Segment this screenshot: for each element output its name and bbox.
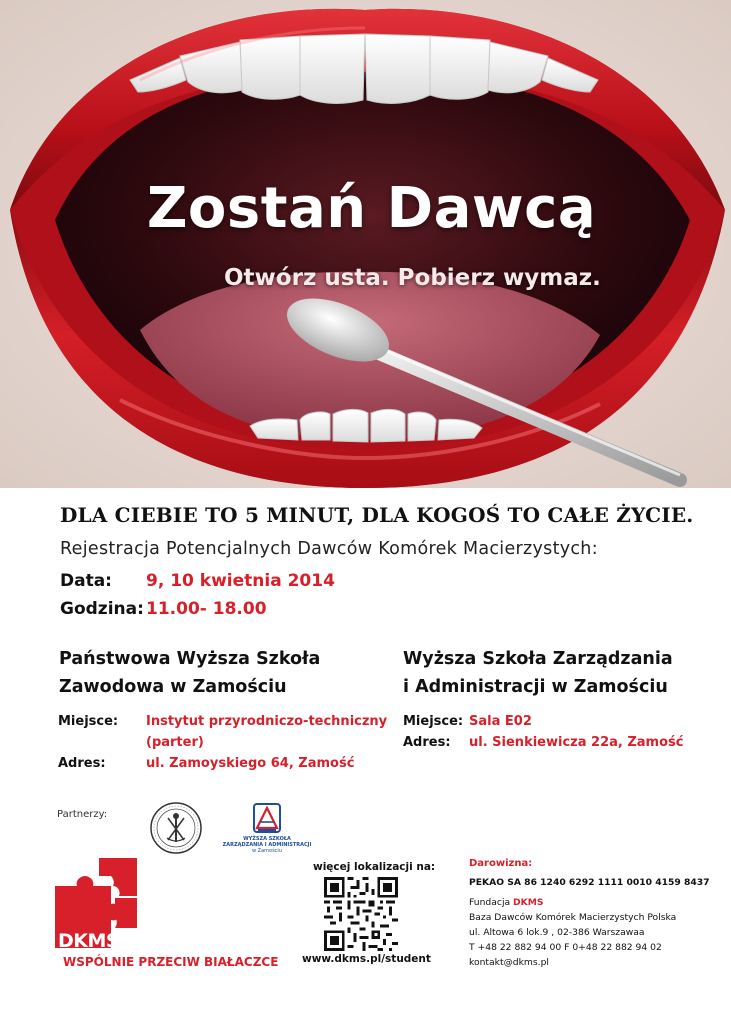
qr-caption-url[interactable]: www.dkms.pl/student bbox=[302, 953, 431, 965]
school-right-address-value: ul. Sienkiewicza 22a, Zamość bbox=[469, 735, 684, 750]
foundation-line bbox=[469, 897, 544, 908]
donation-account: PEKAO SA 86 1240 6292 1111 0010 4159 8437 bbox=[469, 877, 710, 888]
headline: DLA CIEBIE TO 5 MINUT, DLA KOGOŚ TO CAŁE ŻYCIE. bbox=[60, 503, 694, 527]
hero-title: Zostań Dawcą bbox=[146, 176, 597, 241]
hero-image bbox=[0, 0, 731, 488]
school-left-address-value: ul. Zamoyskiego 64, Zamość bbox=[146, 756, 355, 771]
hours-value: 11.00- 18.00 bbox=[146, 599, 267, 619]
school-left-place-value-line2: (parter) bbox=[146, 735, 204, 750]
school-left-place-label: Miejsce: bbox=[58, 714, 119, 729]
hero-subtitle: Otwórz usta. Pobierz wymaz. bbox=[224, 265, 601, 291]
foundation-line1: Baza Dawców Komórek Macierzystych Polska bbox=[469, 912, 677, 923]
school-right-address-label: Adres: bbox=[403, 735, 451, 750]
wsza-logo-text-line2: ZARZĄDZANIA I ADMINISTRACJI bbox=[222, 842, 312, 848]
wsza-logo-text-line3: w Zamościu bbox=[251, 848, 282, 854]
school-right-name-line1: Wyższa Szkoła Zarządzania bbox=[403, 649, 673, 669]
school-left-place-value-line1: Instytut przyrodniczo-techniczny bbox=[146, 714, 388, 729]
school-right-place-label: Miejsce: bbox=[403, 714, 464, 729]
dkms-tagline: WSPÓLNIE PRZECIW BIAŁACZCE bbox=[63, 955, 279, 969]
school-right-name-line2: i Administracji w Zamościu bbox=[403, 677, 668, 697]
qr-code-icon bbox=[324, 877, 398, 951]
school-left-address-label: Adres: bbox=[58, 756, 106, 771]
date-label: Data: bbox=[60, 571, 112, 591]
date-value: 9, 10 kwietnia 2014 bbox=[146, 571, 335, 591]
dkms-logo-text: DKMS bbox=[58, 930, 120, 952]
wsza-emblem-icon bbox=[222, 802, 312, 836]
school-right-place-value: Sala E02 bbox=[469, 714, 532, 729]
foundation-prefix: Fundacja bbox=[469, 897, 514, 908]
dkms-logo bbox=[55, 858, 139, 954]
wsza-logo bbox=[222, 802, 312, 858]
donation-label: Darowizna: bbox=[469, 858, 533, 869]
foundation-name: DKMS bbox=[513, 897, 544, 908]
pwsz-seal-logo bbox=[149, 800, 203, 860]
school-left-name-line2: Zawodowa w Zamościu bbox=[59, 677, 287, 697]
school-left-name-line1: Państwowa Wyższa Szkoła bbox=[59, 649, 321, 669]
foundation-phone: T +48 22 882 94 00 F 0+48 22 882 94 02 bbox=[469, 942, 662, 953]
hours-label: Godzina: bbox=[60, 599, 144, 619]
open-mouth-illustration bbox=[0, 0, 731, 488]
wsza-logo-text-line1: WYŻSZA SZKOŁA bbox=[243, 836, 291, 842]
foundation-address: ul. Altowa 6 lok.9 , 02-386 Warszawaa bbox=[469, 927, 645, 938]
intro-text: Rejestracja Potencjalnych Dawców Komórek Macierzystych: bbox=[60, 539, 598, 559]
foundation-email[interactable]: kontakt@dkms.pl bbox=[469, 957, 549, 968]
partners-label: Partnerzy: bbox=[57, 809, 108, 820]
qr-caption-top: więcej lokalizacji na: bbox=[313, 861, 436, 873]
qr-code[interactable] bbox=[324, 877, 398, 955]
